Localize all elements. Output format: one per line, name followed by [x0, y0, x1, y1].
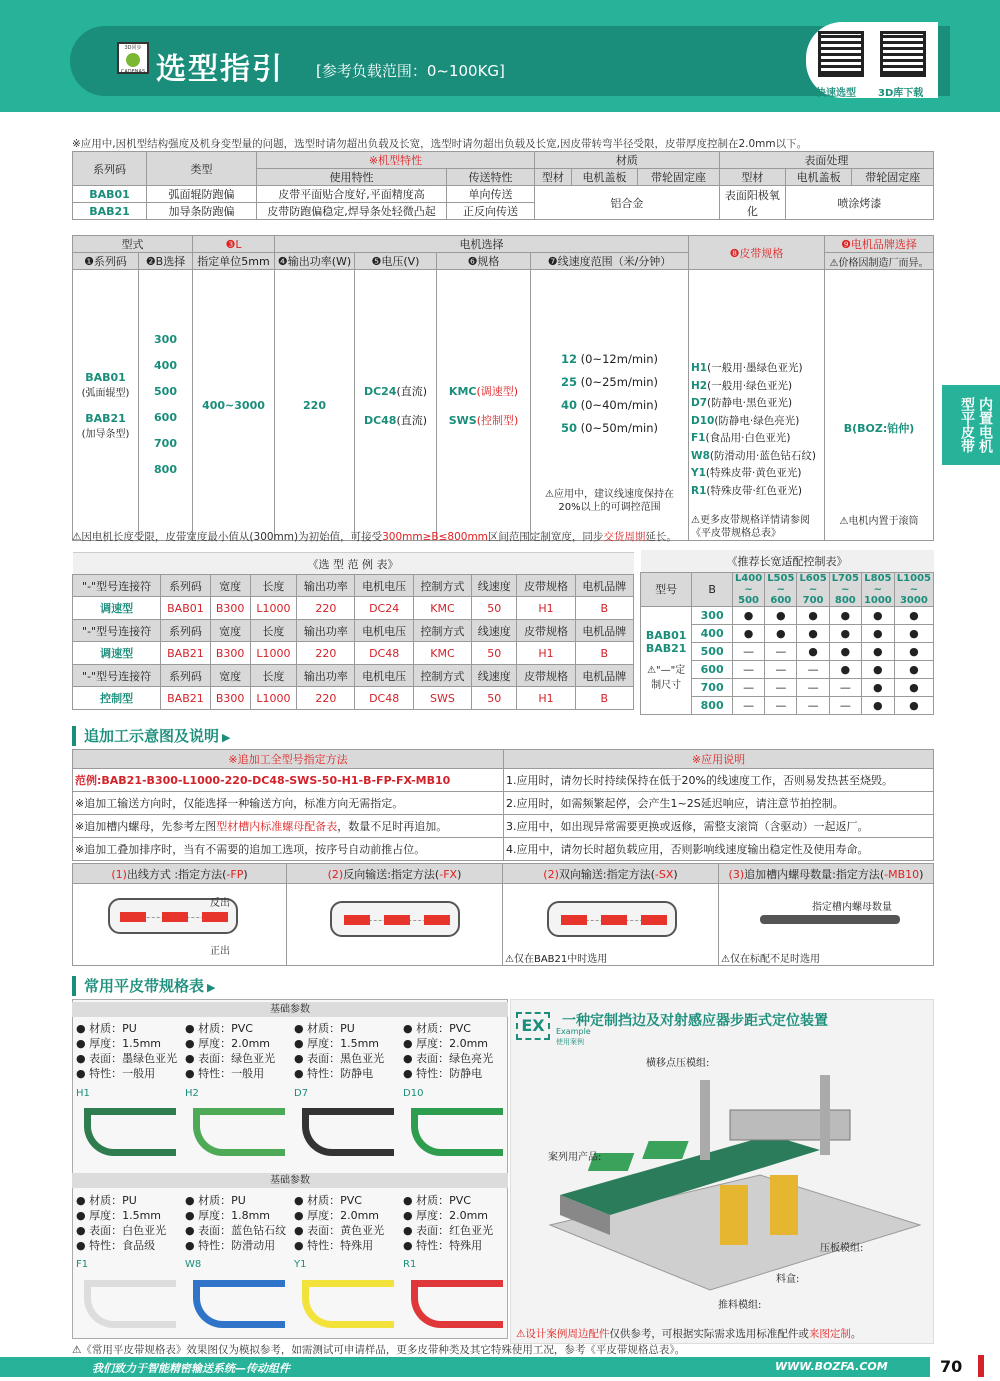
series-table: 系列码 类型 ※机型特性 材质 表面处理 使用特性 传送特性 型材 电机盖板 带轮固定座 型材 电机盖板 带轮固定座 BAB01 弧面辊防跑偏 皮带平面贴合度好,平面精度高 单向传送 铝合金 表面阳极氧化 喷涂烤漆 BAB21 加导条防跑偏 皮带防跑偏稳定,焊导条处轻微凸起 正反向传送	[72, 151, 934, 220]
footer-url[interactable]: WWW.BOZFA.COM	[775, 1360, 888, 1373]
side-tab: 内置电机型平皮带	[942, 385, 1000, 465]
qr-label-quick: 快速选型	[816, 88, 856, 99]
logo-mark-icon	[126, 53, 140, 67]
label-box: 料盒:	[776, 1274, 800, 1285]
belt-code: R1	[403, 1259, 417, 1270]
belt-h1-spec: ● 材质：PU ● 厚度：1.5mm ● 表面：墨绿色亚光 ● 特性：一般用	[76, 1022, 178, 1080]
belt-h2-spec: ● 材质：PVC ● 厚度：2.0mm ● 表面：绿色亚光 ● 特性：一般用	[185, 1022, 276, 1080]
qr-code-icon[interactable]	[818, 31, 864, 77]
label-press: 压板模组:	[820, 1243, 864, 1254]
ex-title: 一种定制挡边及对射感应器步距式定位装置	[562, 1013, 828, 1029]
belt-sample-h1	[84, 1108, 176, 1156]
processing-table: ※追加工全型号指定方法 ※应用说明 范例:BAB21-B300-L1000-220-DC48-SWS-50-H1-B-FP-FX-MB10 1.应用时，请勿长时持续保持在低于20%的线速度工作，否则易发热甚至烧毁。 ※追加工输送方向时，仅能选择一种输送方向，标准方向无需指定。 2.应用时，如需频繁起停，会产生1~2S延迟响应，请注意节拍控制。 ※追加槽内螺母，先参考左图型材槽内标准螺母配备表，数量不足时再追加。 3.应用中，如出现异常需要更换或返修，需整支滚筒（含驱动）一起返厂。 ※追加工叠加排序时，当有不需要的追加工选项，按序号自动前推占位。 4.应用中，请勿长时超负载应用，否则影响线速度输出稳定性及使用寿命。	[72, 749, 934, 861]
example-table: 《选 型 范 例 表》 "-"型号连接符 系列码 宽度 长度 输出功率 电机电压 控制方式 线速度 皮带规格 电机品牌 调速型 BAB01 B300 L1000 220 DC24 KMC 50 H1 B "-"型号连接符 系列码 宽度 长度 输出功率 电机电压 控制方式 线速度 皮带规格 电机品牌 调速型 BAB21 B300 L1000 220 DC48 KMC 50 H1 B "-"型号连接符 系列码 宽度 长度 输出功率 电机电压 控制方式 线速度 皮带规格 电机品牌 控制型 BAB21 B300 L1000 220 DC48 SWS 50 H1 B	[72, 552, 634, 710]
belt-d10-spec: ● 材质：PVC ● 厚度：2.0mm ● 表面：绿色亮光 ● 特性：防静电	[403, 1022, 494, 1080]
belt-sample-h2	[193, 1108, 285, 1156]
belt-code: H1	[76, 1088, 90, 1099]
option-diagrams: (1)出线方式 :指定方法(-FP) (2)反向输送:指定方法(-FX) (2)双向输送:指定方法(-SX) (3)追加槽内螺母数量:指定方法(-MB10) ⚠仅在BAB21中时选用 ⚠仅在标配不足时选用	[72, 863, 934, 966]
belt-sample-d10	[411, 1108, 503, 1156]
ex-badge: EX	[516, 1012, 550, 1040]
belt-note: ⚠《常用平皮带规格表》效果图仅为模拟参考，如需测试可申请样品，更多皮带种类及其它特殊使用工况，参考《平皮带规格总表》。	[72, 1344, 686, 1356]
belt-f1-spec: ● 材质：PU ● 厚度：1.5mm ● 表面：白色亚光 ● 特性：食品级	[76, 1194, 167, 1252]
basic-params-header: 基础参数	[72, 1173, 508, 1188]
basic-params-header: 基础参数	[72, 1002, 508, 1017]
label-push: 推料模组:	[718, 1300, 762, 1311]
intro-note: ※应用中,因机型结构强度及机身变型量的问题，选型时请勿超出负载及长宽，选型时请勿超出负载及长宽,因皮带转弯半径受限，皮带厚度控制在2.0mm以下。	[72, 138, 808, 150]
page-marker	[978, 1355, 984, 1377]
ex-badge-sub2: 使用案例	[556, 1038, 584, 1046]
page-title: 选型指引	[156, 52, 284, 87]
belt-sample-w8	[193, 1280, 285, 1328]
section-title-processing: 追加工示意图及说明 ▶	[72, 726, 230, 746]
ex-badge-sub: Example	[556, 1027, 591, 1036]
ex-note: ⚠设计案例周边配件仅供参考，可根据实际需求选用标准配件或来图定制。	[516, 1328, 862, 1340]
qr-label-3d: 3D库下载	[878, 88, 924, 99]
cadenas-logo: 3D同步 CADENAS	[117, 42, 149, 74]
belt-code: H2	[185, 1088, 199, 1099]
label-nut-count: 指定槽内螺母数量	[812, 902, 892, 913]
belt-code: W8	[185, 1259, 202, 1270]
page-number: 70	[940, 1357, 963, 1376]
belt-d7-spec: ● 材质：PU ● 厚度：1.5mm ● 表面：黑色亚光 ● 特性：防静电	[294, 1022, 385, 1080]
belt-r1-spec: ● 材质：PVC ● 厚度：2.0mm ● 表面：红色亚光 ● 特性：特殊用	[403, 1194, 494, 1252]
belt-w8-spec: ● 材质：PU ● 厚度：1.8mm ● 表面：蓝色钻石纹 ● 特性：防滑动用	[185, 1194, 287, 1252]
belt-code: D10	[403, 1088, 424, 1099]
selection-table: 型式 ❸L 电机选择 ❽皮带规格 ❾电机品牌选择 ❶系列码 ❷B选择 指定单位5mm ❹输出功率(W) ❺电压(V) ❻规格 ❼线速度范围（米/分钟） ⚠价格因制造厂而异。 BAB01 (弧面辊型) BAB21 (加导条型) 300 400 500 600 700 800 400~3000 220 DC24(直流) DC48(直流) KMC(调速型) SWS(控制型) 12 (0~12m/min) 25 (0~25m/min) 40 (0~40m/min) 50 (0~50m/min) ⚠应用中，建议线速度保持在20%以上的可调控范围 H1(一般用·墨绿色亚光) H2(一般用·绿色亚光) D7(防静电·黑色亚光) D10(防静电·绿色亮光) F1(食品用·白色亚光) W8(防滑动用·蓝色钻石纹) Y1(特殊皮带·黄色亚光) R1(特殊皮带·红色亚光) ⚠更多皮带规格详情请参阅《平皮带规格总表》 B(BOZ:铂仲) ⚠电机内置于滚筒	[72, 235, 934, 541]
length-width-table: 《推荐长宽适配控制表》 型号 B L400 ~ 500 L505 ~ 600 L605 ~ 700 L705 ~ 800 L805 ~ 1000 L1005 ~ 3000 BAB01 BAB21 ⚠"—"定制尺寸 300 ● ● ● ● ● ● 400 ● ● ● ● ● ● 500 — — ● ● ● ● 600 — — — ● ● ● 700 — — — — ● ● 800 — — — — ● ●	[640, 550, 934, 715]
label-forward: 正出	[210, 946, 230, 957]
machine-illustration	[520, 1055, 930, 1310]
belt-diagram-fx	[330, 901, 460, 937]
page-subtitle: [参考负载范围：0~100KG]	[316, 62, 505, 80]
label-product: 案列用产品:	[548, 1152, 602, 1163]
label-traverse: 横移点压模组:	[646, 1058, 710, 1069]
footer-slogan: 我们致力于智能精密输送系统—传动组件	[92, 1362, 290, 1375]
width-note: ⚠因电机长度受限，皮带宽度最小值从(300mm)为初始值，可接受300mm≥B≤800mm区间范围定制宽度，同步交货周期延长。	[72, 531, 677, 543]
belt-sample-d7	[302, 1108, 394, 1156]
belt-diagram-sx	[547, 901, 677, 937]
section-title-belts: 常用平皮带规格表 ▶	[72, 976, 215, 996]
nut-rail-icon	[760, 915, 900, 924]
belt-sample-f1	[84, 1280, 176, 1328]
qr-code-icon[interactable]	[880, 31, 926, 77]
belt-code: Y1	[294, 1259, 307, 1270]
label-reverse: 反出	[210, 898, 230, 909]
belt-y1-spec: ● 材质：PVC ● 厚度：2.0mm ● 表面：黄色亚光 ● 特性：特殊用	[294, 1194, 385, 1252]
belt-code: D7	[294, 1088, 309, 1099]
belt-sample-y1	[302, 1280, 394, 1328]
belt-code: F1	[76, 1259, 89, 1270]
belt-sample-r1	[411, 1280, 503, 1328]
